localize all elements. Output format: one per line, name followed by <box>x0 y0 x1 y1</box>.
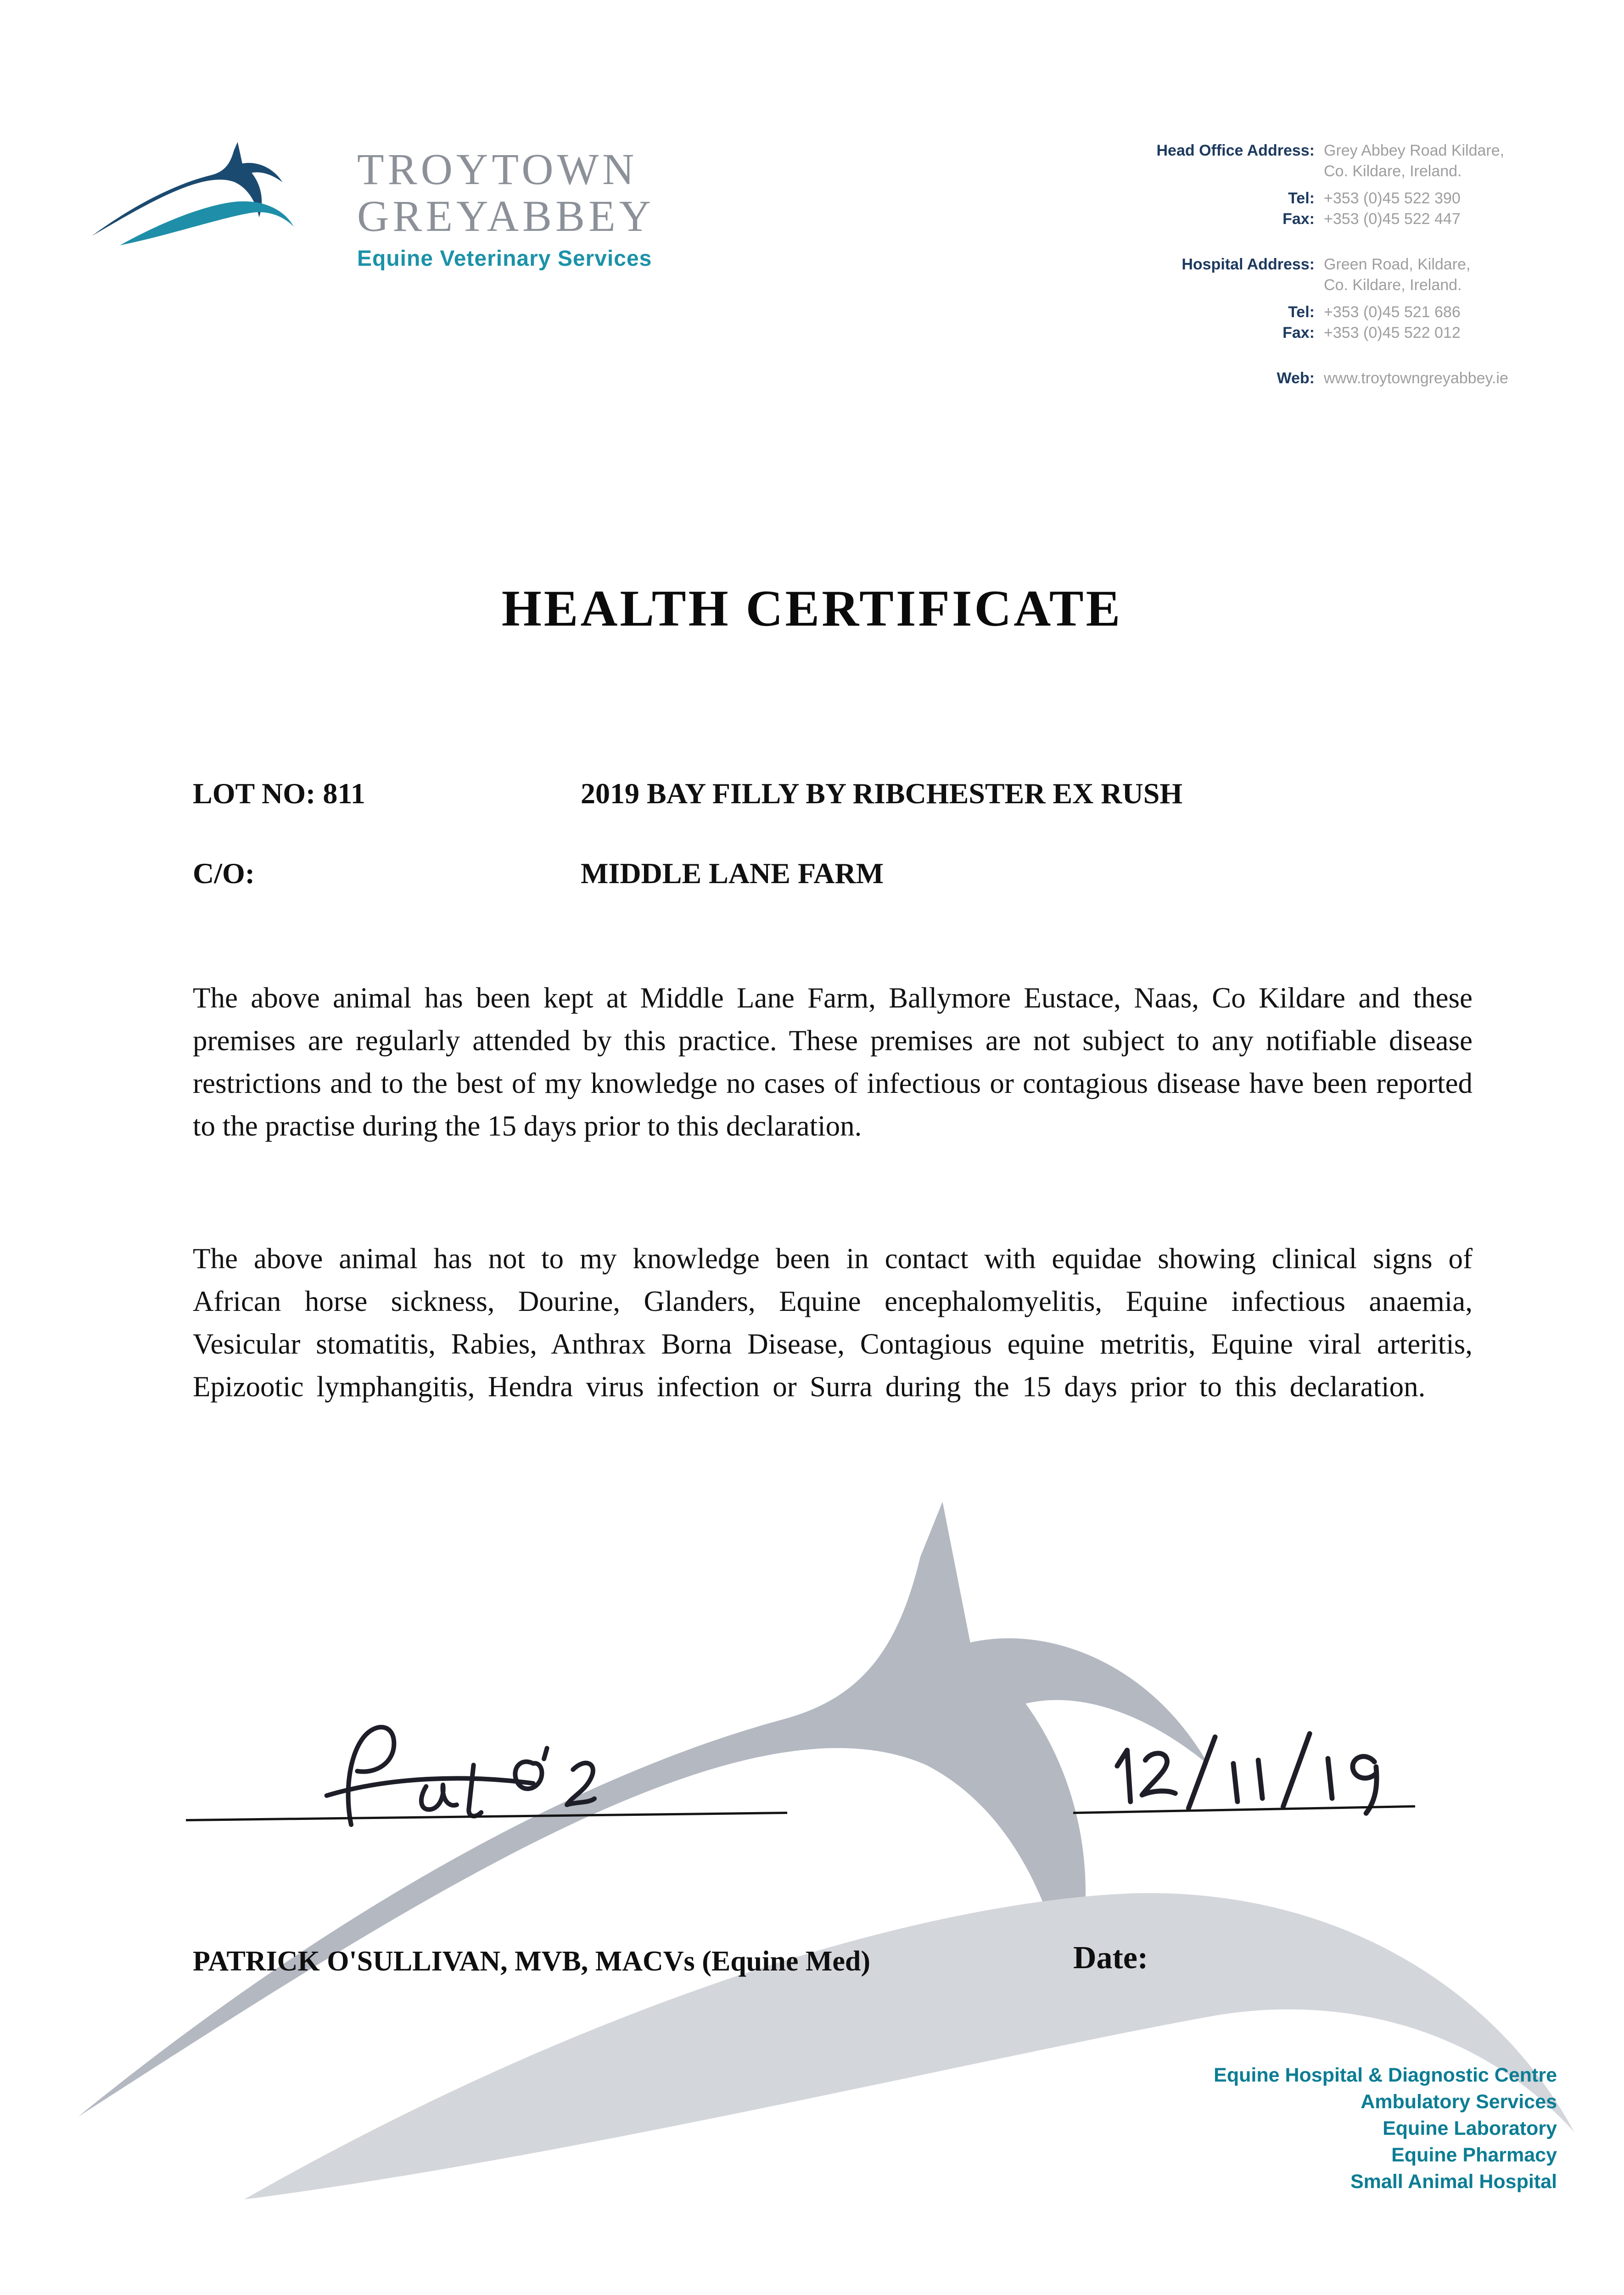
head-office-address-row <box>1123 140 1600 161</box>
hospital-tel-value: +353 (0)45 521 686 <box>1324 303 1461 321</box>
lot-description: 2019 BAY FILLY BY RIBCHESTER EX RUSH <box>581 777 1183 810</box>
hospital-address-label: Hospital Address: <box>1182 256 1315 273</box>
hospital-tel-label: Tel: <box>1288 303 1315 321</box>
signature-handwriting <box>190 1704 723 1842</box>
footer-service-line: Ambulatory Services <box>1361 2091 1557 2113</box>
contact-block <box>1123 140 1600 389</box>
footer-service-line: Small Animal Hospital <box>1350 2171 1557 2193</box>
head-office-address-row2 <box>1123 161 1600 182</box>
hospital-address-row <box>1123 254 1600 275</box>
head-office-fax-value: +353 (0)45 522 447 <box>1324 210 1461 228</box>
hospital-address-line1: Green Road, Kildare, <box>1324 256 1471 273</box>
footer-service-line: Equine Hospital & Diagnostic Centre <box>1214 2064 1557 2086</box>
web-row <box>1123 368 1600 389</box>
care-of-row <box>193 856 1478 890</box>
horse-logo-icon <box>92 140 349 252</box>
care-of-label: C/O: <box>193 857 255 890</box>
hospital-address-line2: Co. Kildare, Ireland. <box>1324 276 1462 294</box>
head-office-address-label: Head Office Address: <box>1156 142 1315 159</box>
hospital-fax-value: +353 (0)45 522 012 <box>1324 324 1461 341</box>
hospital-fax-row <box>1123 323 1600 343</box>
document-title: HEALTH CERTIFICATE <box>501 580 1123 637</box>
hospital-fax-label: Fax: <box>1282 324 1315 341</box>
lot-number-label: LOT NO: 811 <box>193 777 365 810</box>
head-office-address-line1: Grey Abbey Road Kildare, <box>1324 142 1505 159</box>
head-office-address-line2: Co. Kildare, Ireland. <box>1324 162 1462 180</box>
date-label: Date: <box>1073 1940 1148 1976</box>
hospital-tel-row <box>1123 302 1600 323</box>
declaration-paragraph-1: The above animal has been kept at Middle Lane Farm, Ballymore Eustace, Naas, Co Kildare and these premises are regularly attended by this practice. These premises are not subject to any notifiable disease restrictions and to the best of my knowledge no cases of infectious or contagious disease have been reported to the practise during the 15 days prior to this declaration. <box>193 982 1473 1142</box>
web-label: Web: <box>1277 369 1315 387</box>
head-office-fax-label: Fax: <box>1282 210 1315 228</box>
logo-name-line1: TROYTOWN <box>357 145 638 194</box>
web-value: www.troytowngreyabbey.ie <box>1324 369 1508 387</box>
head-office-tel-label: Tel: <box>1288 190 1315 207</box>
head-office-fax-row <box>1123 209 1600 230</box>
hospital-address-row2 <box>1123 275 1600 296</box>
logo-name-line2: GREYABBEY <box>357 191 655 241</box>
care-of-value: MIDDLE LANE FARM <box>581 857 884 890</box>
footer-services <box>1214 2062 1557 2195</box>
head-office-tel-value: +353 (0)45 522 390 <box>1324 190 1461 207</box>
logo-text <box>357 146 655 271</box>
footer-service-line: Equine Pharmacy <box>1391 2144 1557 2166</box>
vet-name: PATRICK O'SULLIVAN, MVB, MACVs (Equine Med) <box>193 1946 871 1977</box>
declaration-paragraph-2: The above animal has not to my knowledge been in contact with equidae showing clinical signs of African horse sickness, Dourine, Glanders, Equine encephalomyelitis, Equine infectious anaemia, Vesicular stomatitis, Rabies, Anthrax Borna Disease, Contagious equine metritis, Equine viral arteritis, Epizootic lymphangitis, Hendra virus infection or Surra during the 15 days prior to this declaration. <box>193 1243 1473 1403</box>
footer-service-line: Equine Laboratory <box>1383 2117 1557 2139</box>
lot-row <box>193 777 1478 811</box>
head-office-tel-row <box>1123 188 1600 209</box>
logo-tagline: Equine Veterinary Services <box>357 246 652 271</box>
